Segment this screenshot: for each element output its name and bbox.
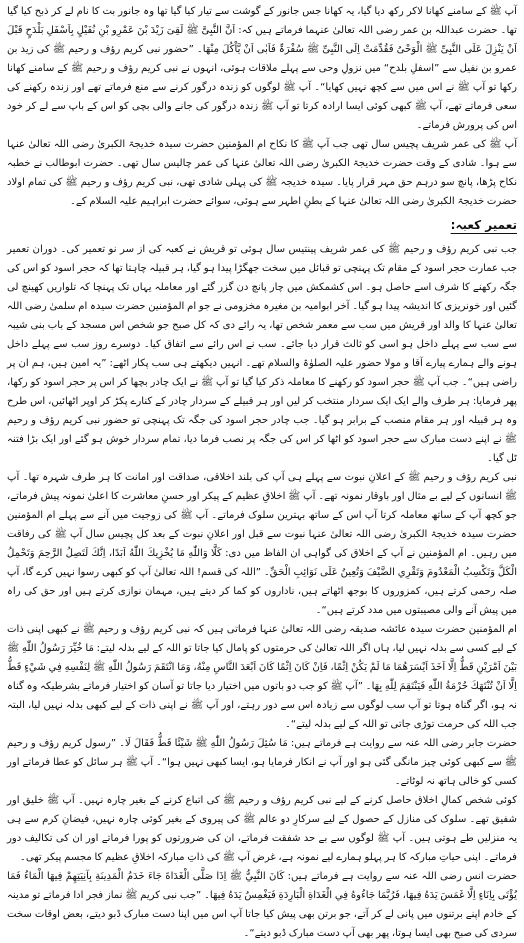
paragraph-character-before-prophethood: نبی کریم رؤف و رحیم ﷺ کے اعلانِ نبوت سے پہلے ہی آپ کی بلند اخلاقی، صداقت اور امانت کا ہر طرف شہرہ تھا۔ آپ ﷺ انسانوں کے لیے بے مثال اور باوقار نمونہ تھے۔ آپ ﷺ اخلاقِ عظیم کے پیکر اور حسنِ معاشرت کا اعلیٰ نمونہ پیش فرماتے، جو کچھ آپ کے ساتھ معاملہ کرتا آپ اس کے ساتھ بہترین سلوک فرماتے۔ آپ ﷺ کی زوجیت میں آنے سے پہلے ام المؤمنین حضرت سیدہ خدیجۃ الکبریٰ رضی اللہ تعالیٰ عنہا نبوت سے قبل اور اعلانِ نبوت کے بعد کل پچیس سال آپ ﷺ کی رفاقت میں رہیں۔ ام المؤمنین نے آپ کے اخلاق کی گواہی ان الفاظ میں دی: كَلَّا وَاللّٰهِ مَا يُخْزِيكَ اللّٰهُ اَبَدًا، اِنَّكَ لَتَصِلُ الرَّحِمَ وَتَحْمِلُ الْكَلَّ وَتَكْسِبُ الْمَعْدُومَ وَتَقْرِي الضَّيْفَ وَتُعِينُ عَلَى نَوَائِبِ الْحَقِّ۔ ”اللہ کی قسم! اللہ تعالیٰ آپ کو کبھی رسوا نہیں کرے گا، آپ صلہ رحمی کرتے ہیں، کمزوروں کا بوجھ اٹھاتے ہیں، ناداروں کو کما کر دیتے ہیں، مہمان نوازی کرتے ہیں اور حق کی راہ میں پیش آنے والی مصیبتوں میں مدد کرتے ہیں“۔ (7, 472, 517, 616)
paragraph-marriage-khadija: آپ ﷺ کی عمر شریف پچیس سال تھی جب آپ ﷺ کا نکاح ام المؤمنین حضرت سیدہ خدیجۃ الکبریٰ رضی اللہ تعالیٰ عنہا سے ہوا۔ شادی کے وقت حضرت خدیجۃ الکبریٰ رضی اللہ تعالیٰ عنہا کی عمر چالیس سال تھی۔ حضرت ابوطالب نے خطبہ نکاح پڑھا، پانچ سو درہم حق مہر قرار پایا۔ سیدہ خدیجہ ﷺ کی پہلی شادی تھی، نبی کریم رؤف و رحیم ﷺ کی تمام اولاد حضرت خدیجۃ الکبریٰ رضی اللہ تعالیٰ عنہا کے بطنِ اطہر سے ہوئی، سوائے حضرت ابراہیم علیہ السلام کے۔ (7, 139, 517, 207)
paragraph-black-stone: جب نبی کریم رؤف و رحیم ﷺ کی عمر شریف پینتیس سال ہوئی تو قریش نے کعبہ کی از سر نو تعمیر کی۔ دوران تعمیر جب عمارت حجر اسود کے مقام تک پہنچی تو قبائل میں سخت جھگڑا پیدا ہو گیا، ہر قبیلہ چاہتا تھا کہ حجر اسود کو اس کی جگہ رکھنے کا شرف اسے حاصل ہو۔ اس کشمکش میں چار پانچ دن گزر گئے اور معاملہ یہاں تک پہنچا کہ تلواریں کھینچ لی گئیں اور خونریزی کا اندیشہ پیدا ہو گیا۔ آخر ابوامیہ بن مغیرہ مخزومی نے جو ام المؤمنین حضرت سیدہ ام سلمیٰ رضی اللہ تعالیٰ عنہا کا والد اور قریش میں سب سے معمر شخص تھا، یہ رائے دی کہ کل صبح جو شخص اس مسجد کے باب بنی شیبہ سے سب سے پہلے داخل ہو اسی کو ثالث قرار دیا جائے۔ سب نے اس رائے سے اتفاق کیا۔ دوسرے روز سب سے پہلے داخل ہونے والے ہمارے پیارے آقا و مولا حضور علیہ الصلوٰۃ والسلام تھے۔ انہیں دیکھتے ہی سب پکار اٹھے: ”یہ امین ہیں، ہم ان پر راضی ہیں“۔ جب آپ ﷺ حجر اسود کو رکھنے کا معاملہ ذکر کیا گیا تو آپ ﷺ نے ایک چادر بچھا کر اس پر حجر اسود کو رکھا، پھر فرمایا: ہر طرف والے ایک ایک سردار منتخب کر لیں اور ہر قبیلے کے سردار چادر کے کنارے پکڑ کر اوپر اٹھائیں، اس طرح وہ ہر قبیلہ اور ہر مقام منصب کے برابر ہو گیا۔ جب چادر حجر اسود کی جگہ تک پہنچی تو حضور نبی کریم رؤف و رحیم ﷺ نے اپنے دست مبارک سے حجر اسود کو اٹھا کر اس کی جگہ پر نصب فرما دیا، تمام سردار خوش ہو گئے اور ایک بڑا فتنہ ٹل گیا۔ (7, 244, 517, 464)
paragraph-jabir-narration: حضرت جابر رضی اللہ عنہ سے روایت ہے فرماتے ہیں: مَا سُئِلَ رَسُولُ اللّٰهِ ﷺ شَيْئًا قَطُّ فَقَالَ لَا۔ ”رسول کریم رؤف و رحیم ﷺ سے کبھی کوئی چیز مانگی گئی ہو اور آپ نے انکار فرمایا ہو، ایسا کبھی نہیں ہوا“۔ آپ ﷺ ہر سائل کو عطا فرماتے اور کسی کو خالی ہاتھ نہ لوٹاتے۔ (7, 738, 517, 787)
paragraph-anas-narration: حضرت انس رضی اللہ عنہ سے روایت ہے فرماتے ہیں: كَانَ النَّبِيُّ ﷺ اِذَا صَلَّى الْغَدَاةَ جَاءَ خَدَمُ الْمَدِينَةِ بِآنِيَتِهِمْ فِيهَا الْمَاءُ فَمَا يُؤْتَى بِاِنَاءٍ اِلَّا غَمَسَ يَدَهُ فِيهَا، فَرُبَّمَا جَاءُوهُ فِي الْغَدَاةِ الْبَارِدَةِ فَيَغْمِسُ يَدَهُ فِيهَا۔ ”جب نبی کریم ﷺ نماز فجر ادا فرماتے تو مدینہ کے خادم اپنے برتنوں میں پانی لے کر آتے، جو برتن بھی پیش کیا جاتا آپ اس میں اپنا دست مبارک ڈبو دیتے، بعض اوقات سخت سردی کی صبح بھی ایسا ہوتا، پھر بھی آپ دست مبارک ڈبو دیتے“۔ (7, 871, 517, 939)
paragraph-meal-refusal: آپ ﷺ کے سامنے کھانا لاکر رکھ دیا گیا، یہ کھانا جس جانور کے گوشت سے تیار کیا گیا تھا وہ جانور بت کا نام لے کر ذبح کیا گیا تھا۔ حضرت عبداللہ بن عمر رضی اللہ تعالیٰ عنہما فرماتے ہیں کہ: اَنَّ النَّبِیَّ ﷺ لَقِیَ زَیْدَ بْنَ عَمْرِو بْنِ نُفَیْلٍ بِاَسْفَلِ بَلْدَحٍ قَبْلَ اَنْ یَنْزِلَ عَلَی النَّبِیِّ ﷺ الْوَحْیُ فَقُدِّمَتْ اِلَی النَّبِیِّ ﷺ سُفْرَۃٌ فَاَبٰی اَنْ یَّاْکُلَ مِنْھَا۔ ”حضور نبی کریم رؤف و رحیم ﷺ کی زید بن عمرو بن نفیل سے ”اسفلِ بلدح“ میں نزولِ وحی سے پہلے ملاقات ہوئی، انہوں نے نبی کریم رؤف و رحیم ﷺ کے سامنے کھانا رکھا تو آپ ﷺ نے اس میں سے کچھ نہیں کھایا“۔ آپ ﷺ لوگوں کو زندہ درگور کرنے سے منع فرماتے تھے اور زندہ رکھنے کی سعی فرماتے تھے، آپ ﷺ کبھی کوئی ایسا ارادہ کرتا تو آپ ﷺ زندہ درگور کی جانے والی بچی کو اس کے باپ سے لے کر خود اس کی پرورش فرماتے۔ (7, 6, 517, 131)
paragraph-aisha-narration: ام المؤمنین حضرت سیدہ عائشہ صدیقہ رضی اللہ تعالیٰ عنہا فرماتی ہیں کہ نبی کریم رؤف و رحیم ﷺ نے کبھی اپنی ذات کے لیے کسی سے بدلہ نہیں لیا، ہاں اگر اللہ تعالیٰ کی حرمتوں کو پامال کیا جاتا تو اللہ کے لیے بدلہ لیتے: مَا خُيِّرَ رَسُولُ اللّٰهِ ﷺ بَيْنَ اَمْرَيْنِ قَطُّ اِلَّا اَخَذَ اَيْسَرَهُمَا مَا لَمْ يَكُنْ اِثْمًا، فَاِنْ كَانَ اِثْمًا كَانَ اَبْعَدَ النَّاسِ مِنْهُ، وَمَا انْتَقَمَ رَسُولُ اللّٰهِ ﷺ لِنَفْسِهِ فِي شَيْءٍ قَطُّ اِلَّا اَنْ تُنْتَهَكَ حُرْمَةُ اللّٰهِ فَيَنْتَقِمَ لِلّٰهِ بِهَا۔ ”آپ ﷺ کو جب دو باتوں میں اختیار دیا جاتا تو آسان کو اختیار فرماتے بشرطیکہ وہ گناہ نہ ہو، اگر گناہ ہوتا تو آپ سب لوگوں سے زیادہ اس سے دور رہتے، اور آپ ﷺ نے اپنی ذات کے لیے کبھی بدلہ نہیں لیا، البتہ جب اللہ کی حرمت توڑی جاتی تو اللہ کے لیے بدلہ لیتے“۔ (7, 624, 517, 730)
section-heading-kaaba-construction: تعمیر کعبہ: (450, 218, 517, 232)
paragraph-following-prophet: کوئی شخص کمالِ اخلاق حاصل کرنے کے لیے نبی کریم رؤف و رحیم ﷺ کی اتباع کرنے کے بغیر چارہ نہیں۔ آپ ﷺ خلیق اور شفیق تھے۔ سلوک کی منازل کے حصول کے لیے سرکارِ دو عالم ﷺ کی پیروی کے بغیر کوئی چارہ نہیں، فیضانِ کرم سے ہی یہ منزلیں طے ہوتی ہیں۔ آپ ﷺ لوگوں سے بے حد شفقت فرماتے، ان کی ضرورتوں کو پورا فرماتے اور ان کی تکالیف دور فرماتے۔ اپنی حیاتِ مبارکہ کا ہر پہلو ہمارے لیے نمونہ ہے، غرض آپ ﷺ کی ذاتِ مبارکہ اخلاقِ عظیم کا مجسم پیکر تھی۔ (7, 795, 517, 863)
